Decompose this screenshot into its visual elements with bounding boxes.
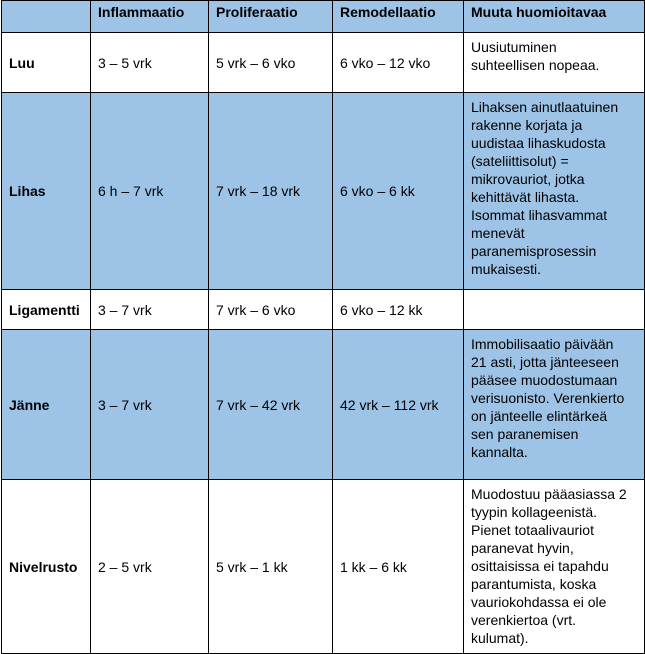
healing-phases-table bbox=[1, 0, 645, 654]
proliferation-duration: 5 vrk – 1 kk bbox=[209, 480, 333, 654]
inflammation-duration: 6 h – 7 vrk bbox=[91, 93, 209, 290]
inflammation-duration: 3 – 7 vrk bbox=[91, 330, 209, 480]
notes-text: Lihaksen ainutlaatuinen rakenne korjata ja uudistaa lihaskudosta (sateliittisolut) = mikrovauriot, jotka kehittävät lihasta. Isommat lihasvammat menevät paranemisprosessin mukaisesti. bbox=[471, 99, 619, 277]
tissue-name: Lihas bbox=[2, 93, 91, 290]
proliferation-duration: 7 vrk – 18 vrk bbox=[209, 93, 333, 290]
notes-cell bbox=[464, 480, 645, 654]
notes-text: Immobilisaatio päivään 21 asti, jotta jänteeseen pääsee muodostumaan verisuonisto. Verenkierto on jänteelle elintärkeä sen paranemisen kannalta. bbox=[471, 336, 625, 460]
header-row bbox=[2, 1, 645, 33]
remodeling-duration: 1 kk – 6 kk bbox=[333, 480, 464, 654]
table-row bbox=[2, 480, 645, 654]
header-notes: Muuta huomioitavaa bbox=[464, 1, 645, 33]
tissue-name: Ligamentti bbox=[2, 290, 91, 330]
header-inflammation: Inflammaatio bbox=[91, 1, 209, 33]
inflammation-duration: 3 – 7 vrk bbox=[91, 290, 209, 330]
header-proliferation: Proliferaatio bbox=[209, 1, 333, 33]
table-row bbox=[2, 290, 645, 330]
proliferation-duration: 7 vrk – 42 vrk bbox=[209, 330, 333, 480]
table-row bbox=[2, 33, 645, 93]
tissue-name: Jänne bbox=[2, 330, 91, 480]
remodeling-duration: 6 vko – 6 kk bbox=[333, 93, 464, 290]
inflammation-duration: 3 – 5 vrk bbox=[91, 33, 209, 93]
tissue-name: Luu bbox=[2, 33, 91, 93]
notes-cell bbox=[464, 290, 645, 330]
inflammation-duration: 2 – 5 vrk bbox=[91, 480, 209, 654]
tissue-name: Nivelrusto bbox=[2, 480, 91, 654]
header-corner bbox=[2, 1, 91, 33]
remodeling-duration: 6 vko – 12 vko bbox=[333, 33, 464, 93]
notes-cell bbox=[464, 93, 645, 290]
table-row bbox=[2, 93, 645, 290]
notes-text: Uusiutuminen suhteellisen nopeaa. bbox=[471, 39, 600, 73]
table-row bbox=[2, 330, 645, 480]
remodeling-duration: 42 vrk – 112 vrk bbox=[333, 330, 464, 480]
notes-text: Muodostuu pääasiassa 2 tyypin kollageenistä. Pienet totaalivauriot paranevat hyvin, osittaisissa ei tapahdu parantumista, koska vauriokohdassa ei ole verenkiertoa (vrt. kulumat). bbox=[471, 486, 627, 646]
proliferation-duration: 7 vrk – 6 vko bbox=[209, 290, 333, 330]
notes-cell bbox=[464, 330, 645, 480]
notes-cell bbox=[464, 33, 645, 93]
proliferation-duration: 5 vrk – 6 vko bbox=[209, 33, 333, 93]
remodeling-duration: 6 vko – 12 kk bbox=[333, 290, 464, 330]
header-remodeling: Remodellaatio bbox=[333, 1, 464, 33]
